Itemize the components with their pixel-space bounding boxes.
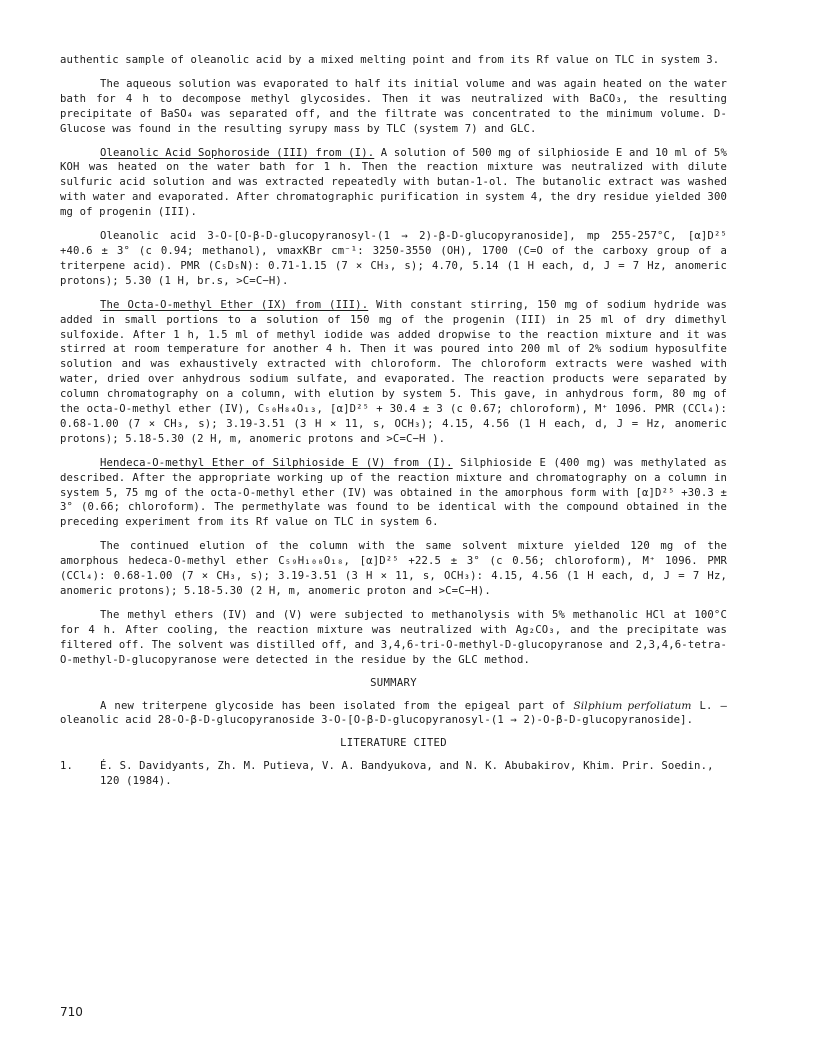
summary-heading: SUMMARY	[370, 676, 417, 689]
reference-number: 1.	[60, 760, 74, 773]
section-heading-sophoroside: Oleanolic Acid Sophoroside (III) from (I).	[100, 146, 375, 159]
paragraph-continued-elution: The continued elution of the column with the same solvent mixture yielded 120 mg of the amorphous hedeca-O-methyl ether C₅₉H₁₀₀O₁₈, [α]D²⁵ +22.5 ± 3° (c 0.56; chloroform), M⁺ 1096. PMR (CCl₄): 0.68-1.00 (7 × CH₃, s); 3.19-3.51 (3 H × 11, s, OCH₃): 4.15, 4.56 (1 H each, d, J = 7 Hz, anomeric protons); 5.18-5.30 (2 H, m, anomeric proton and >C=C−H).	[60, 540, 727, 597]
page-number: 710	[60, 1005, 83, 1019]
paragraph-glucose-detection: The aqueous solution was evaporated to half its initial volume and was again heated on the water bath for 4 h to decompose methyl glycosides. Then it was neutralized with BaCO₃, the resulting precipitate of BaSO₄ was separated off, and the filtrate was concentrated to the minimum volume. D-Glucose was found in the resulting syrupy mass by TLC (system 7) and GLC.	[60, 77, 727, 135]
reference-item	[60, 759, 727, 789]
paragraph-hendeca-methyl-text: Silphioside E (400 mg) was methylated as described. After the appropriate working up of the reaction mixture and chromatography on a column in system 5, 75 mg of the octa-O-methyl ether (IV) was obtained in the amorphous form with [α]D²⁵ +30.3 ± 3° (0.66; chloroform). The permethylate was found to be identical with the compound obtained in the preceding experiment from its Rf value on TLC in system 6.	[60, 456, 727, 529]
article-body	[60, 53, 727, 789]
reference-text: É. S. Davidyants, Zh. M. Putieva, V. A. Bandyukova, and N. K. Abubakirov, Khim. Prir. Soedin., 120 (1984).	[100, 760, 714, 788]
section-heading-octa-methyl: The Octa-O-methyl Ether (IX) from (III).	[100, 298, 369, 311]
species-name: Silphium perfoliatum	[573, 699, 692, 712]
paragraph-methanolysis: The methyl ethers (IV) and (V) were subjected to methanolysis with 5% methanolic HCl at 100°C for 4 h. After cooling, the reaction mixture was neutralized with Ag₂CO₃, and the precipitate was filtered off. The solvent was distilled off, and 3,4,6-tri-O-methyl-D-glucopyranose and 2,3,4,6-tetra-O-methyl-D-glucopyranose were detected in the residue by the GLC method.	[60, 608, 727, 666]
summary-text-before: A new triterpene glycoside has been isolated from the epigeal part of	[100, 699, 574, 712]
paragraph-continuation: authentic sample of oleanolic acid by a mixed melting point and from its Rf value on TLC in system 3.	[60, 54, 720, 66]
paragraph-octa-methyl-text: With constant stirring, 150 mg of sodium hydride was added in small portions to a solution of 150 mg of the progenin (III) in 25 ml of dry dimethyl sulfoxide. After 1 h, 1.5 ml of methyl iodide was added dropwise to the reaction mixture and it was stirred at room temperature for another 4 h. Then it was poured into 200 ml of 2% sodium hyposulfite solution and was exhaustively extracted with chloroform. The chloroform extracts were washed with water, dried over anhydrous sodium sulfate, and evaporated. The reaction products were separated by column chromatography on a column, with elution by system 5. This gave, in anhydrous form, 80 mg of the octa-O-methyl ether (IV), C₅₀H₈₄O₁₃, [α]D²⁵ + 30.4 ± 3 (c 0.67; chloroform), M⁺ 1096. PMR (CCl₄): 0.68-1.00 (7 × CH₃, s); 3.19-3.51 (3 H × 11, s, OCH₃); 4.15, 4.56 (1 H each, d, J = Hz, anomeric protons); 5.18-5.30 (2 H, m, anomeric protons and >C=C−H ).	[60, 298, 728, 445]
paragraph-sophoroside-text: A solution of 500 mg of silphioside E and 10 ml of 5% KOH was heated on the water bath for 1 h. Then the reaction mixture was neutralized with dilute sulfuric acid solution and was extracted repeatedly with butan-1-ol. The butanolic extract was washed with water and evaporated. After chromatographic purification in system 4, the dry residue yielded 300 mg of progenin (III).	[60, 146, 727, 219]
literature-heading: LITERATURE CITED	[340, 737, 447, 750]
section-heading-hendeca-methyl: Hendeca-O-methyl Ether of Silphioside E (V) from (I).	[100, 456, 453, 469]
summary-text	[60, 699, 727, 729]
paragraph-hendeca-methyl	[60, 456, 727, 531]
summary-text-after: L. — oleanolic acid 28-O-β-D-glucopyranoside 3-O-[O-β-D-glucopyranosyl-(1 → 2)-O-β-D-glucopyranoside].	[60, 699, 727, 727]
paragraph-oleanolic-data: Oleanolic acid 3-O-[O-β-D-glucopyranosyl-(1 → 2)-β-D-glucopyranoside], mp 255-257°C, [α]D²⁵ +40.6 ± 3° (c 0.94; methanol), νmaxKBr cm⁻¹: 3250-3550 (OH), 1700 (C=O of the carboxy group of a triterpene acid). PMR (C₅D₅N): 0.71-1.15 (7 × CH₃, s); 4.70, 5.14 (1 H each, d, J = 7 Hz, anomeric protons); 5.30 (1 H, br.s, >C=C−H).	[60, 230, 727, 287]
paragraph-sophoroside	[60, 146, 727, 221]
paragraph-octa-methyl	[60, 298, 727, 447]
